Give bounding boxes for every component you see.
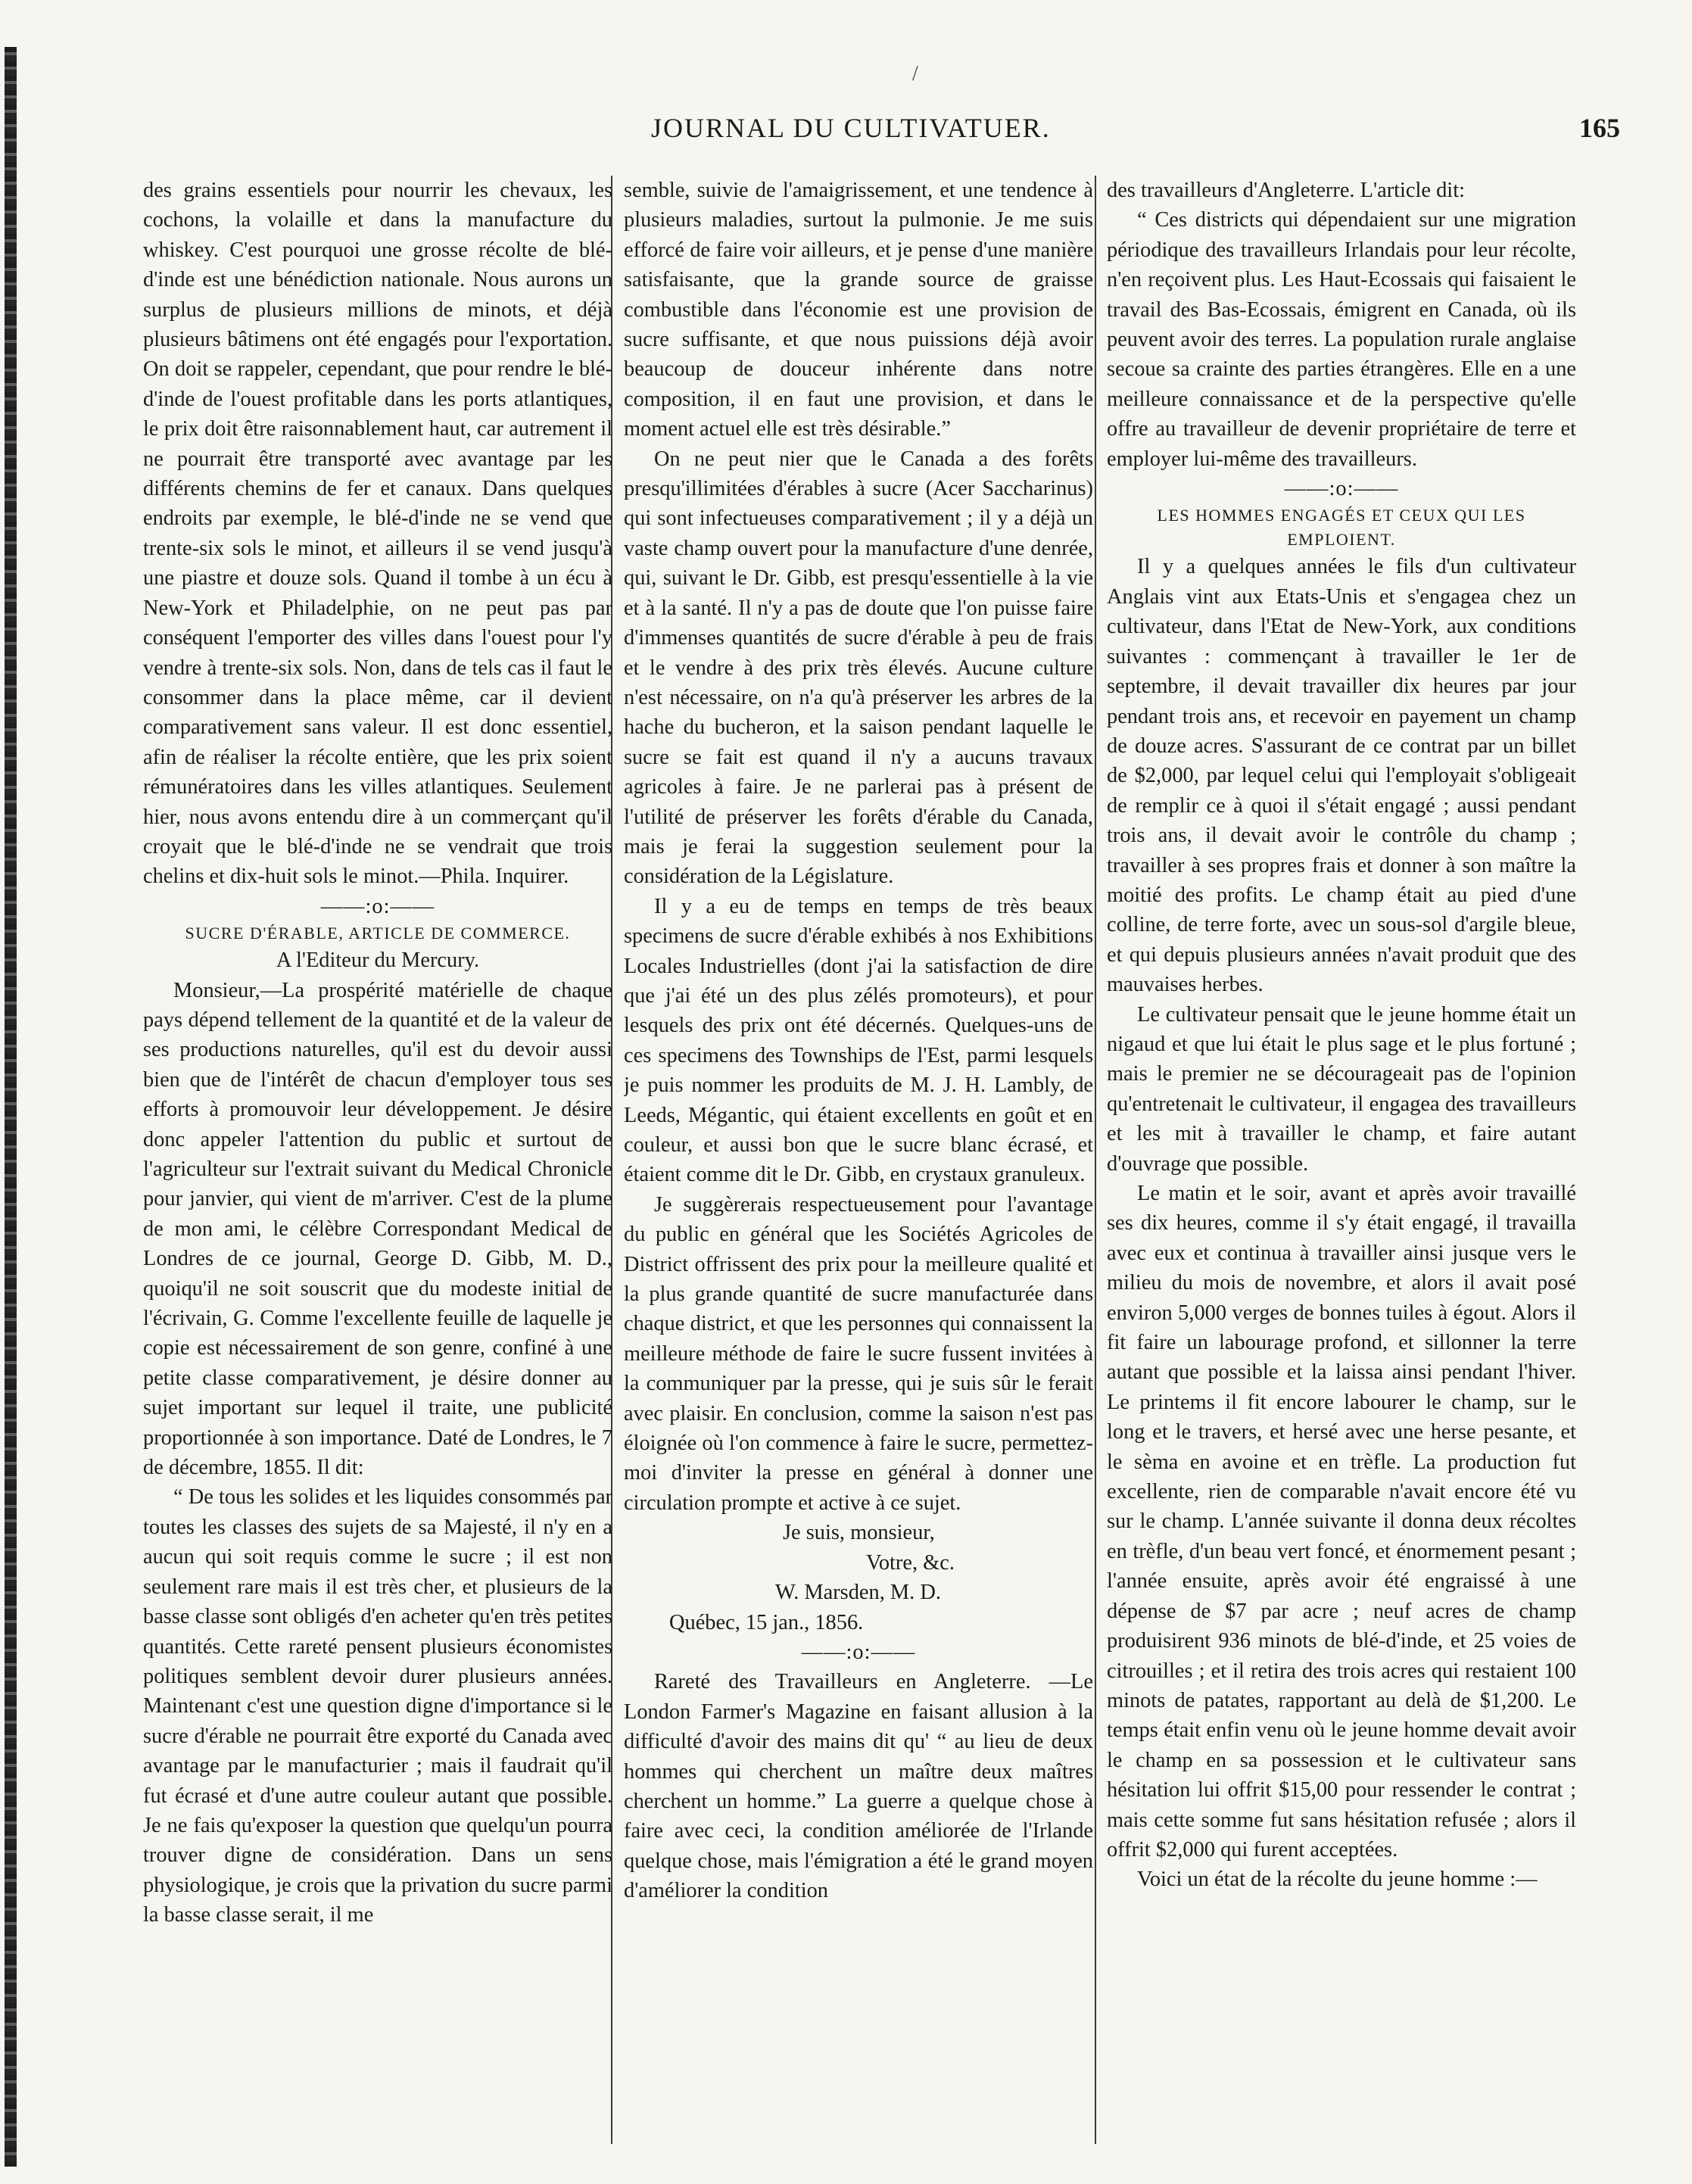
section-separator: ——:o:—— — [1284, 477, 1399, 501]
signature-name: W. Marsden, M. D. — [775, 1581, 941, 1605]
paragraph: Il y a quelques années le fils d'un cultivateur Anglais vint aux Etats-Unis et s'engagea chez un cultivateur, dans l'Etat de New-York, aux conditions suivantes : commençant à travailler le 1er de septembre, il devait travailler dix heures par jour pendant trois ans, et recevoir en payement un champ de douze acres. S'assurant de ce contrat par un billet de $2,000, par lequel celui qui l'employait s'obligeait de remplir ce à quoi il s'était engagé ; aussi pendant trois ans, il devait avoir le contrôle du champ ; travailler à ses propres frais et donner à son maître la moitié des profits. Le champ était au pied d'une colline, de terre forte, avec un sous-sol d'argile bleue, et qui depuis plusieurs années n'avait produit que des mauvaises herbes. — [1107, 555, 1576, 997]
article-heading: LES HOMMES ENGAGÉS ET CEUX QUI LES EMPLOIENT. — [1157, 506, 1526, 550]
section-separator: ——:o:—— — [320, 894, 435, 918]
paragraph: Rareté des Travailleurs en Angleterre. —Le London Farmer's Magazine en faisant allusion à la difficulté d'avoir des mains dit qu' “ au lieu de deux hommes qui cherchent un maître deux maîtres cherchent un homme.” La guerre a quelque chose à faire avec ceci, la condition améliorée de l'Irlande quelque chose, mais l'émigration a été le grand moyen d'améliorer la condition — [624, 1670, 1093, 1903]
article-heading: SUCRE D'ÉRABLE, ARTICLE DE COMMERCE. — [185, 924, 571, 943]
paragraph: Je suggèrerais respectueusement pour l'avantage du public en général que les Sociétés Agricoles de District offrissent des prix pour la meilleure qualité et la plus grande quantité de sucre manufacturée dans chaque district, et que les personnes qui connaissent la meilleure méthode de faire le sucre fussent invitées à la communiquer par la presse, qui je suis sûr le ferait avec plaisir. En conclusion, comme la saison n'est pas éloignée où l'on commence à faire le sucre, permettez-moi d'inviter la presse en général à donner une circulation prompte et active à ce sujet. — [624, 1192, 1093, 1515]
paragraph: Monsieur,—La prospérité matérielle de chaque pays dépend tellement de la quantité et de la valeur de ses productions naturelles, qu'il est du devoir aussi bien que de l'intérêt de chacun d'employer tous ses efforts à promouvoir leur développement. Je désire donc appeler l'attention du public et surtout de l'agriculteur sur l'extrait suivant du Medical Chronicle pour janvier, qui vient de m'arriver. C'est de la plume de mon ami, le célèbre Correspondant Medical de Londres de ce journal, George D. Gibb, M. D., quoiqu'il ne soit souscrit que du modeste initial de l'écrivain, G. Comme l'excellente feuille de laquelle je copie est nécessairement de son genre, confiné à une petite classe comparativement, je désire donner au sujet important sur lequel il traite, une publicité proportionnée à son importance. Daté de Londres, le 7 de décembre, 1855. Il dit: — [143, 978, 612, 1480]
pen-mark: / — [912, 62, 918, 86]
paragraph: “ Ces districts qui dépendaient sur une migration périodique des travailleurs Irlandais pour leur récolte, n'en reçoivent plus. Les Haut-Ecossais qui faisaient le travail des Bas-Ecossais, émigrent en Canada, où ils peuvent avoir des terres. La population rurale anglaise secoue sa crainte des parties étrangères. Elle en a une meilleure connaissance et de la perspective qu'elle offre au travailleur de devenir propriétaire de terre et employer lui-même des travailleurs. — [1107, 208, 1576, 471]
paragraph: des travailleurs d'Angleterre. L'article dit: — [1107, 179, 1465, 202]
signature-salutation: Je suis, monsieur, — [783, 1521, 935, 1545]
page-header — [0, 112, 1692, 157]
signature-dateline: Québec, 15 jan., 1856. — [669, 1610, 864, 1634]
column-3 — [1107, 176, 1576, 2159]
paragraph: Il y a eu de temps en temps de très beaux specimens de sucre d'érable exhibés à nos Exhibitions Locales Industrielles (dont j'ai la satisfaction de dire que j'ai été un des plus zélés promoteurs), et pour lesquels des prix ont été décernés. Quelques-uns de ces specimens des Townships de l'Est, parmi lesquels je puis nommer les produits de M. J. H. Lambly, de Leeds, Mégantic, qui étaient excellents en goût et en couleur, et aussi bon que le sucre blanc écrasé, et étaient comme dit le Dr. Gibb, en crystaux granuleux. — [624, 894, 1093, 1187]
section-separator: ——:o:—— — [801, 1640, 916, 1664]
column-2 — [624, 176, 1093, 2159]
paragraph: “ De tous les solides et les liquides consommés par toutes les classes des sujets de sa Majesté, il n'y en a aucun qui soit requis comme le sucre ; il est non seulement rare mais il est très cher, et plusieurs de la basse classe sont obligés d'en acheter qu'en très petites quantités. Cette rareté pensent plusieurs économistes politiques semblent devoir durer plusieurs années. Maintenant c'est une question digne d'importance si le sucre d'érable ne pourrait être exporté du Canada avec avantage par le manufacturier ; mais il faudrait qu'il fut écrasé et d'une autre couleur autant que possible. Je ne fais qu'exposer la question que quelqu'un pourra trouver digne de considération. Dans un sens physiologique, je crois que la privation du sucre parmi la basse classe serait, il me — [143, 1485, 612, 1927]
paragraph: des grains essentiels pour nourrir les chevaux, les cochons, la volaille et dans la manufacture du whiskey. C'est pourquoi une grosse récolte de blé-d'inde est une bénédiction nationale. Nous aurons un surplus de plusieurs millions de minots, et déjà plusieurs bâtimens ont été engagés pour l'exportation. On doit se rappeler, cependant, que pour rendre le blé-d'inde de l'ouest profitable dans les ports atlantiques, le prix doit être raisonnablement haut, car autrement il ne pourrait être transporté avec avantage par les différents chemins de fer et canaux. Dans quelques endroits par exemple, le blé-d'inde ne se vend que trente-six sols le minot, et ailleurs il se vend jusqu'à une piastre et douze sols. Quand il tombe à un écu à New-York et Philadelphie, on ne peut pas par conséquent l'emporter des villes dans l'ouest pour l'y vendre à trente-six sols. Non, dans de tels cas il faut le consommer dans la place même, car il devient comparativement sans valeur. Il est donc essentiel, afin de réaliser la récolte entière, que les prix soient rémunératoires dans les villes atlantiques. Seulement hier, nous avons entendu dire à un commerçant qu'il croyait que le blé-d'inde ne se vendrait que trois chelins et dix-huit sols le minot.—Phila. Inquirer. — [143, 179, 612, 889]
paragraph: On ne peut nier que le Canada a des forêts presqu'illimitées d'érables à sucre (Acer Saccharinus) qui sont infectueuses comparativement ; il y a déjà un vaste champ ouvert pour la manufacture d'une denrée, qui, suivant le Dr. Gibb, est presqu'essentielle à la vie et à la santé. Il n'y a pas de doute que l'on puisse faire d'immenses quantités de sucre d'érable à peu de frais et le vendre à des prix très élevés. Aucune culture n'est nécessaire, on n'a qu'à préserver les arbres de la hache du bucheron, et la saison pendant laquelle le sucre se fait est quand il n'y a aucuns travaux agricoles à faire. Je ne parlerai pas à présent de l'utilité de préserver les forêts d'érable du Canada, mais je ferai la suggestion seulement pour la considération de la Législature. — [624, 447, 1093, 889]
running-title: JOURNAL DU CULTIVATUER. — [651, 113, 1051, 143]
paragraph: semble, suivie de l'amaigrissement, et une tendence à plusieurs maladies, surtout la pulmonie. Je me suis efforcé de faire voir ailleurs, et je pense d'une manière satisfaisante, que la grande source de graisse combustible dans l'économie est une provision de sucre suffisante, et que nous puissions déjà avoir beaucoup de douceur inhérente dans notre composition, il en faut une provision, et dans le moment actuel elle est très désirable.” — [624, 179, 1093, 441]
binding-edge — [5, 47, 17, 2167]
signature-closing: Votre, &c. — [866, 1550, 955, 1575]
paragraph: Voici un état de la récolte du jeune homme :— — [1137, 1868, 1538, 1892]
page-number: 165 — [1579, 113, 1620, 143]
column-1 — [143, 176, 612, 2159]
column-rule — [1095, 176, 1096, 2144]
paragraph: Le matin et le soir, avant et après avoir travaillé ses dix heures, comme il s'y était engagé, il travailla avec eux et continua à travailler ainsi jusque vers le milieu du mois de novembre, et alors il avait posé environ 5,000 verges de bonnes tuiles à égout. Alors il fit faire un labourage profond, et sillonner la terre autant que possible et la laissa ainsi pendant l'hiver. Le printems il fit encore labourer le champ, sur le long et le travers, et hersé avec une herse pesante, et le sèma en avoine et en trèfle. La production fut excellente, rien de comparable n'avait encore été vu sur le champ. L'année suivante il donna deux récoltes en trèfle, d'un beau vert foncé, et énormement pesant ; l'année ensuite, après avoir été engraissé à une dépense de $7 par acre ; neuf acres de champ produisirent 936 minots de blé-d'inde, et 25 voies de citrouilles ; et il retira des trois acres qui restaient 100 minots de patates, rapportant au delà de $1,200. Le temps était enfin venu où le jeune homme devait avoir le champ en sa possession et le cultivateur sans hésitation lui offrit $15,00 pour ressender le contrat ; mais cette somme fut sans hésitation refusée ; alors il offrit $2,000 qui furent acceptées. — [1107, 1182, 1576, 1862]
paragraph: Le cultivateur pensait que le jeune homme était un nigaud et que lui était le plus sage et le plus fortuné ; mais le premier ne se décourageait pas de l'opinion qu'entretenait le cultivateur, il engagea des travailleurs et les mit à travailler le champ, et faire autant d'ouvrage que possible. — [1107, 1002, 1576, 1176]
article-subheading: A l'Editeur du Mercury. — [276, 949, 480, 973]
